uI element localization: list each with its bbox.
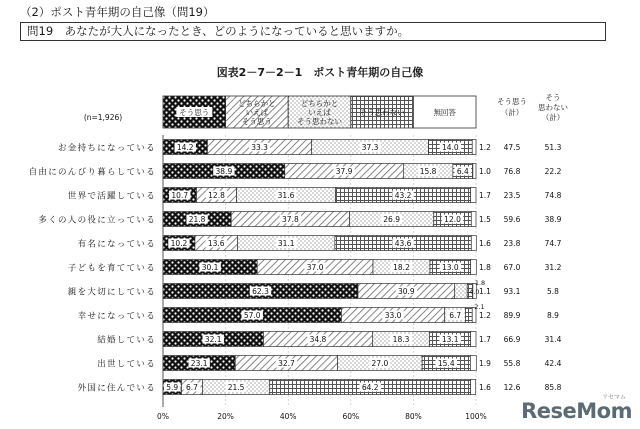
data-label: 5.9 — [166, 383, 179, 392]
data-label: 12.0 — [444, 215, 461, 224]
legend-label: そう思う — [241, 117, 272, 126]
data-label: 30.9 — [398, 287, 415, 296]
disagree-total-value: 74.8 — [544, 191, 562, 200]
bar-segment — [466, 308, 473, 323]
legend-label: いえば — [308, 108, 331, 117]
legend-label: そう思わない — [297, 117, 342, 126]
resemom-watermark: ReseMom — [521, 399, 632, 423]
bar-segment — [471, 380, 476, 395]
data-label: 64.2 — [361, 383, 379, 392]
no-answer-label: 1.7 — [479, 335, 491, 344]
question-box: 問19 あなたが大人になったとき、どのようになっていると思いますか。 — [20, 22, 606, 41]
data-label: 31.1 — [277, 239, 295, 248]
category-label: 自由にのんびり暮らしている — [28, 167, 156, 178]
legend-label: そう思う — [179, 108, 210, 117]
data-label: 30.1 — [201, 263, 219, 272]
data-label: 57.0 — [243, 311, 261, 320]
data-label: 32.1 — [204, 335, 222, 344]
data-label: 10.2 — [170, 239, 188, 248]
agree-total-value: 47.5 — [503, 143, 521, 152]
data-label: 6.7 — [449, 311, 462, 320]
bar-segment — [471, 236, 476, 251]
no-answer-label: 1.8 — [479, 263, 491, 272]
data-label: 18.2 — [393, 263, 410, 272]
x-tick-label: 80% — [405, 412, 422, 421]
bar-segment — [471, 260, 477, 275]
data-label: 43.2 — [394, 191, 412, 200]
data-label: 34.8 — [309, 335, 327, 344]
data-label: 14.0 — [441, 143, 459, 152]
x-tick-label: 40% — [279, 412, 297, 421]
sample-size-note: (n=1,926) — [83, 113, 123, 122]
bar-segment — [473, 164, 476, 179]
agree-total-value: 59.6 — [503, 215, 521, 224]
category-label: お金持ちになっている — [57, 143, 156, 154]
data-label: 27.0 — [371, 359, 389, 368]
bar-segment — [470, 356, 476, 371]
no-answer-label: 1.6 — [479, 239, 491, 248]
disagree-total-value: 38.9 — [544, 215, 562, 224]
agree-total-value: 55.8 — [503, 359, 521, 368]
no-answer-label: 1.5 — [479, 215, 491, 224]
data-label: 6.7 — [185, 383, 198, 392]
agree-total-value: 23.5 — [503, 191, 521, 200]
agree-total-value: 93.1 — [503, 287, 521, 296]
x-tick-label: 60% — [342, 412, 360, 421]
disagree-total-value: 5.8 — [547, 287, 559, 296]
data-label: 26.9 — [383, 215, 400, 224]
disagree-total-value: 8.9 — [547, 311, 559, 320]
category-label: 結婚している — [97, 335, 156, 346]
data-label-small: 4.0 — [469, 288, 480, 296]
category-label: 親を大切にしている — [67, 287, 156, 298]
agree-total-value: 66.9 — [503, 335, 521, 344]
disagree-total-value: 74.7 — [544, 239, 562, 248]
data-label: 14.2 — [176, 143, 194, 152]
data-label: 13.1 — [441, 335, 459, 344]
x-tick-label: 0% — [157, 412, 169, 421]
no-answer-label: 1.2 — [479, 143, 491, 152]
agree-total-header: そう思う — [497, 97, 527, 106]
legend-label: そう思わない — [359, 108, 405, 117]
no-answer-label: 1.7 — [479, 191, 491, 200]
data-label: 37.0 — [306, 263, 324, 272]
data-label-small: 2.1 — [474, 303, 485, 311]
data-label-small: 1.8 — [474, 279, 486, 287]
data-label: 37.3 — [361, 143, 379, 152]
x-tick-label: 100% — [465, 412, 487, 421]
data-label: 31.6 — [277, 191, 295, 200]
data-label: 62.3 — [252, 287, 269, 296]
data-label: 15.8 — [419, 167, 437, 176]
no-answer-label: 1.1 — [479, 287, 491, 296]
legend-label: 無回答 — [433, 108, 456, 117]
legend-label: どちらかと — [300, 99, 339, 108]
data-label: 10.7 — [171, 191, 189, 200]
disagree-total-header-2: 思わない — [538, 103, 568, 112]
bar-segment — [471, 188, 476, 203]
chart-title: 図表2－7－2－1 ポスト青年期の自己像 — [216, 66, 424, 79]
agree-total-value: 76.8 — [503, 167, 521, 176]
data-label: 43.6 — [394, 239, 412, 248]
legend-label: いえば — [245, 108, 269, 117]
category-label: 出世している — [97, 359, 156, 370]
legend-label: どちらかと — [238, 99, 276, 108]
disagree-total-header: そう — [545, 93, 561, 102]
data-label: 33.0 — [384, 311, 402, 320]
bar-segment — [471, 332, 476, 347]
section-title: （2）ポスト青年期の自己像（問19） — [20, 5, 215, 19]
data-label: 15.4 — [437, 359, 455, 368]
disagree-total-value: 22.2 — [544, 167, 562, 176]
data-label: 6.4 — [456, 167, 469, 176]
category-label: 外国に住んでいる — [77, 383, 156, 394]
bar-segment — [472, 140, 476, 155]
disagree-total-value: 51.3 — [544, 143, 562, 152]
data-label: 33.3 — [251, 143, 268, 152]
data-label: 21.5 — [227, 383, 245, 392]
bar-segment — [455, 284, 468, 299]
agree-total-value: 23.8 — [503, 239, 521, 248]
data-label: 13.6 — [207, 239, 225, 248]
data-label: 38.9 — [215, 167, 233, 176]
disagree-total-value: 42.4 — [544, 359, 562, 368]
x-tick-label: 20% — [217, 412, 234, 421]
bar-segment — [471, 212, 476, 227]
no-answer-label: 1.6 — [479, 383, 491, 392]
disagree-total-value: 31.2 — [544, 263, 562, 272]
no-answer-label: 1.2 — [479, 311, 491, 320]
agree-total-value: 67.0 — [503, 263, 521, 272]
data-label: 18.3 — [392, 335, 410, 344]
agree-total-value: 89.9 — [503, 311, 521, 320]
disagree-total-header-unit: （計） — [541, 113, 565, 122]
agree-total-header-unit: （計） — [500, 108, 524, 117]
category-label: 多くの人の役に立っている — [38, 215, 156, 226]
data-label: 23.1 — [190, 359, 208, 368]
resemom-watermark-small: リセマム — [602, 394, 626, 401]
data-label: 21.8 — [188, 215, 206, 224]
data-label: 37.8 — [282, 215, 299, 224]
category-label: 世界で活躍している — [67, 191, 156, 202]
data-label: 12.8 — [208, 191, 225, 200]
disagree-total-value: 31.4 — [544, 335, 562, 344]
data-label: 13.0 — [441, 263, 459, 272]
category-label: 子どもを育てている — [67, 263, 156, 274]
data-label: 32.7 — [278, 359, 295, 368]
disagree-total-value: 85.8 — [544, 383, 562, 392]
no-answer-label: 1.9 — [479, 359, 491, 368]
agree-total-value: 12.6 — [503, 383, 521, 392]
data-label: 37.9 — [335, 167, 353, 176]
category-label: 幸せになっている — [77, 311, 156, 322]
no-answer-label: 1.0 — [479, 167, 491, 176]
category-label: 有名になっている — [77, 239, 156, 250]
